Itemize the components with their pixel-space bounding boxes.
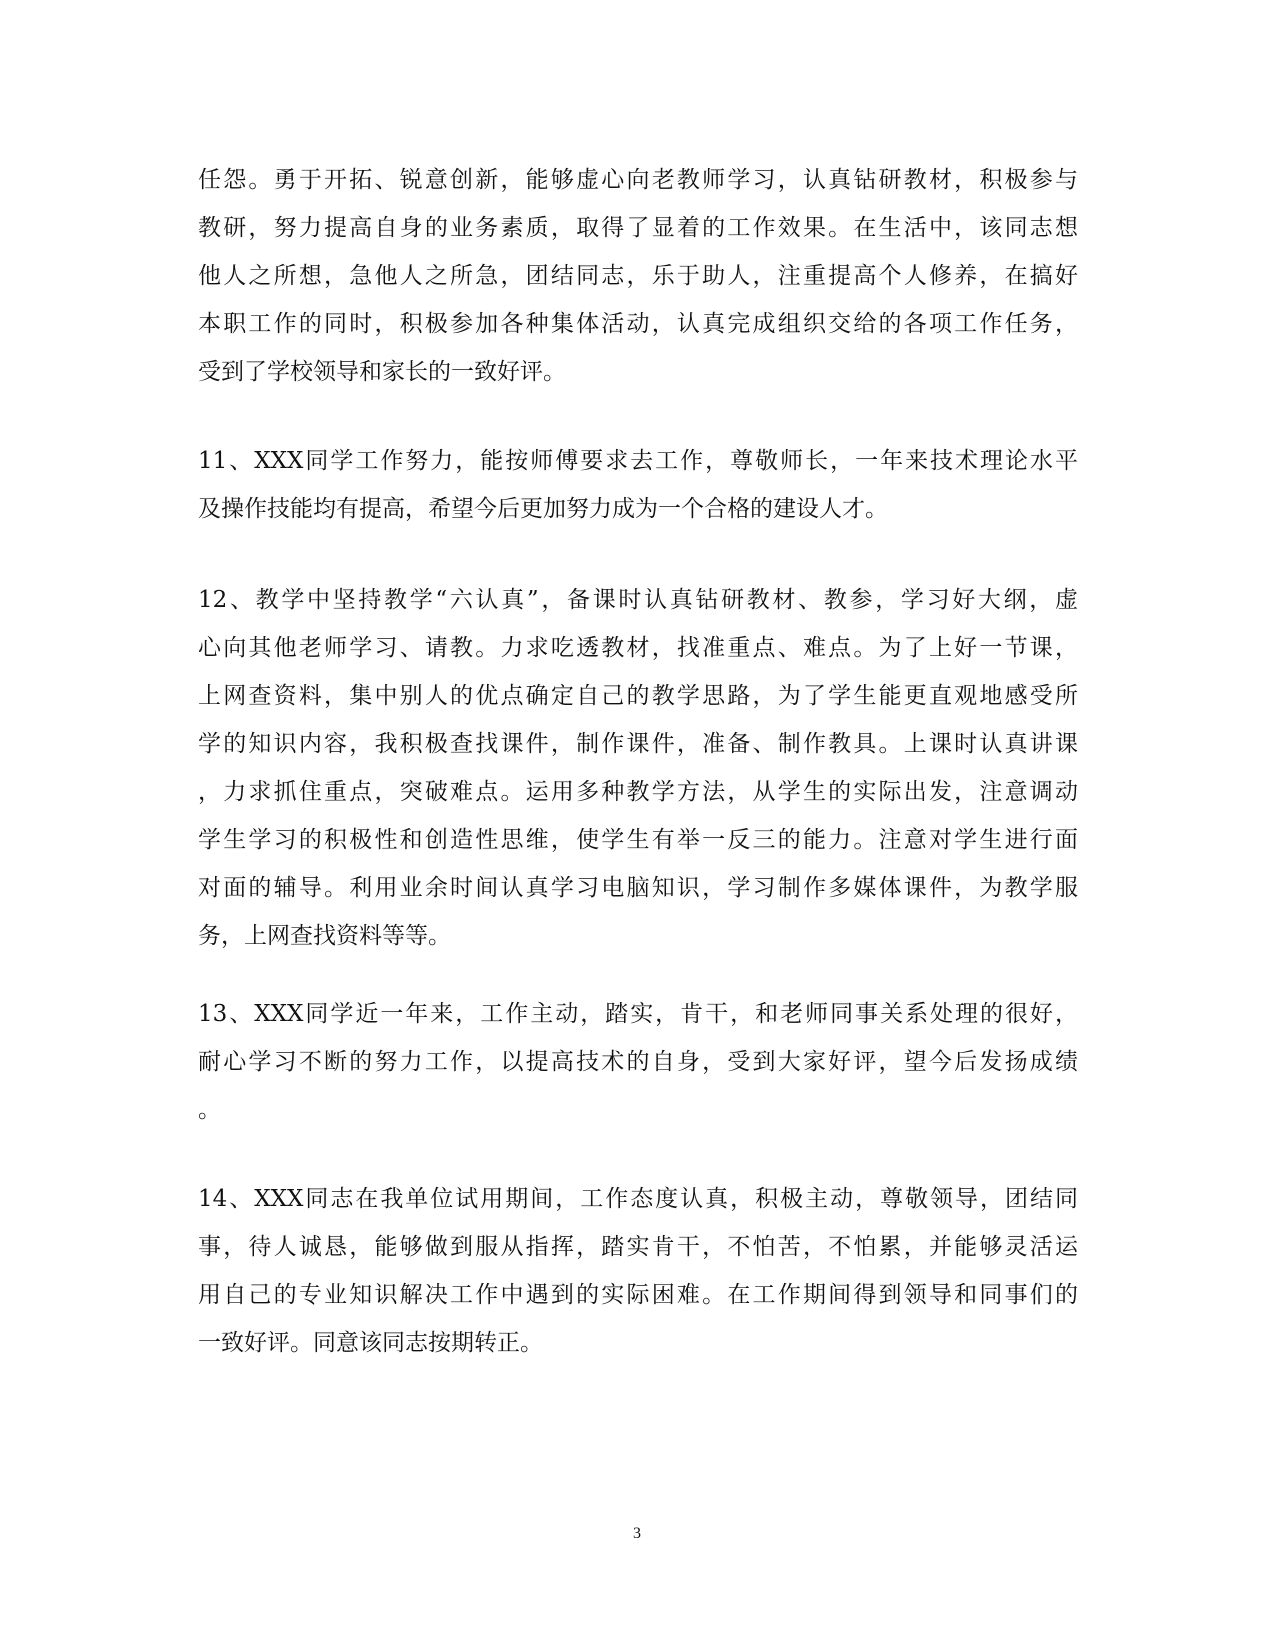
text-line: 心向其他老师学习、请教。力求吃透教材，找准重点、难点。为了上好一节课， xyxy=(198,635,1078,661)
text-line: 务，上网查找资料等等。 xyxy=(198,923,451,949)
text-line: 事，待人诚恳，能够做到服从指挥，踏实肯干，不怕苦，不怕累，并能够灵活运 xyxy=(198,1234,1078,1260)
text-line: 耐心学习不断的努力工作，以提高技术的自身，受到大家好评，望今后发扬成绩 xyxy=(198,1049,1078,1075)
paragraph-item-14 xyxy=(198,1175,1078,1367)
text-line: 任怨。勇于开拓、锐意创新，能够虚心向老教师学习，认真钻研教材，积极参与 xyxy=(198,167,1078,193)
text-line: 对面的辅导。利用业余时间认真学习电脑知识，学习制作多媒体课件，为教学服 xyxy=(198,875,1078,901)
text-line: 本职工作的同时，积极参加各种集体活动，认真完成组织交给的各项工作任务， xyxy=(198,311,1078,337)
paragraph-item-12 xyxy=(198,576,1078,960)
text-line: 一致好评。同意该同志按期转正。 xyxy=(198,1330,543,1356)
paragraph-item-13 xyxy=(198,990,1078,1134)
text-line: 学的知识内容，我积极查找课件，制作课件，准备、制作教具。上课时认真讲课 xyxy=(198,731,1078,757)
text-line: 上网查资料，集中别人的优点确定自己的教学思路，为了学生能更直观地感受所 xyxy=(198,683,1078,709)
text-line: 用自己的专业知识解决工作中遇到的实际困难。在工作期间得到领导和同事们的 xyxy=(198,1282,1078,1308)
text-line: 学生学习的积极性和创造性思维，使学生有举一反三的能力。注意对学生进行面 xyxy=(198,827,1078,853)
text-line: ，力求抓住重点，突破难点。运用多种教学方法，从学生的实际出发，注意调动 xyxy=(198,779,1078,805)
text-line: 13、XXX同学近一年来，工作主动，踏实，肯干，和老师同事关系处理的很好， xyxy=(198,1001,1078,1027)
text-line: 教研，努力提高自身的业务素质，取得了显着的工作效果。在生活中，该同志想 xyxy=(198,215,1078,241)
text-line: 及操作技能均有提高，希望今后更加努力成为一个合格的建设人才。 xyxy=(198,496,888,522)
text-line: 12、教学中坚持教学“六认真”，备课时认真钻研教材、教参，学习好大纲，虚 xyxy=(198,587,1078,613)
text-line: 他人之所想，急他人之所急，团结同志，乐于助人，注重提高个人修养，在搞好 xyxy=(198,263,1078,289)
text-line: 。 xyxy=(198,1097,221,1123)
text-line: 11、XXX同学工作努力，能按师傅要求去工作，尊敬师长，一年来技术理论水平 xyxy=(198,448,1078,474)
paragraph-continuation xyxy=(198,156,1078,396)
text-line: 受到了学校领导和家长的一致好评。 xyxy=(198,359,566,385)
page-number: 3 xyxy=(633,1525,641,1542)
paragraph-item-11 xyxy=(198,437,1078,533)
text-line: 14、XXX同志在我单位试用期间，工作态度认真，积极主动，尊敬领导，团结同 xyxy=(198,1186,1078,1212)
